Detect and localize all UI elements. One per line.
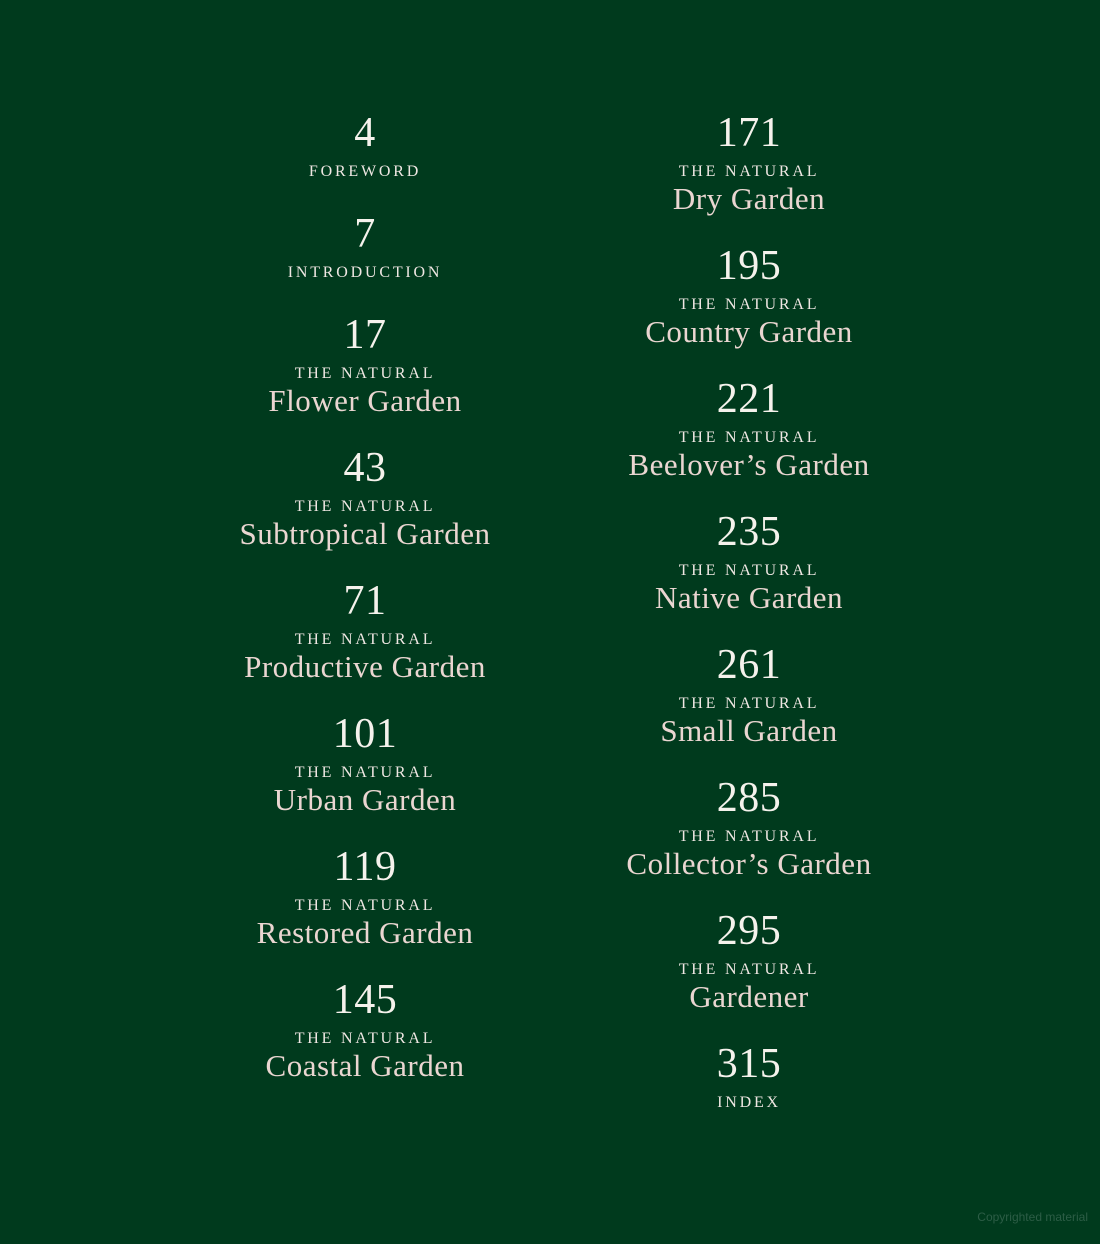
- section-label: INTRODUCTION: [287, 264, 443, 281]
- page-number: 7: [354, 211, 376, 257]
- toc-entry-urban-garden: [155, 712, 575, 845]
- section-label: THE NATURAL: [294, 764, 436, 781]
- section-label: THE NATURAL: [678, 828, 820, 845]
- section-label: THE NATURAL: [678, 562, 820, 579]
- toc-entry-introduction: [155, 212, 575, 313]
- toc-entry-gardener: [539, 909, 959, 1042]
- page-number: 4: [354, 110, 376, 156]
- toc-entry-productive-garden: [155, 579, 575, 712]
- section-title: Coastal Garden: [265, 1048, 465, 1083]
- page-number: 119: [333, 844, 397, 890]
- toc-entry-flower-garden: [155, 313, 575, 446]
- page-number: 17: [343, 312, 387, 358]
- section-label: THE NATURAL: [678, 695, 820, 712]
- page-number: 261: [716, 642, 782, 688]
- contents-right-column: [539, 111, 959, 1143]
- section-title: Country Garden: [645, 314, 853, 349]
- section-title: Productive Garden: [244, 649, 486, 684]
- page-number: 171: [716, 110, 782, 156]
- section-label: THE NATURAL: [294, 365, 436, 382]
- toc-entry-country-garden: [539, 244, 959, 377]
- page-number: 235: [716, 509, 782, 555]
- toc-entry-collectors-garden: [539, 776, 959, 909]
- toc-entry-index: [539, 1042, 959, 1143]
- section-title: Beelover’s Garden: [628, 447, 870, 482]
- section-label: INDEX: [717, 1094, 781, 1111]
- page-number: 295: [716, 908, 782, 954]
- page-number: 315: [716, 1041, 782, 1087]
- page-number: 285: [716, 775, 782, 821]
- toc-entry-native-garden: [539, 510, 959, 643]
- toc-entry-beelovers-garden: [539, 377, 959, 510]
- contents-left-column: [155, 111, 575, 1111]
- copyright-notice: Copyrighted material: [977, 1210, 1088, 1224]
- section-label: THE NATURAL: [678, 163, 820, 180]
- page-number: 195: [716, 243, 782, 289]
- section-title: Collector’s Garden: [626, 846, 872, 881]
- section-title: Subtropical Garden: [239, 516, 491, 551]
- section-title: Flower Garden: [268, 383, 462, 418]
- page-number: 71: [343, 578, 387, 624]
- section-title: Restored Garden: [256, 915, 474, 950]
- page-number: 221: [716, 376, 782, 422]
- toc-entry-restored-garden: [155, 845, 575, 978]
- toc-entry-foreword: [155, 111, 575, 212]
- section-label: THE NATURAL: [678, 961, 820, 978]
- section-title: Small Garden: [660, 713, 838, 748]
- toc-entry-subtropical-garden: [155, 446, 575, 579]
- section-label: THE NATURAL: [678, 296, 820, 313]
- toc-entry-small-garden: [539, 643, 959, 776]
- page-number: 101: [332, 711, 398, 757]
- section-label: FOREWORD: [308, 163, 422, 180]
- toc-entry-coastal-garden: [155, 978, 575, 1111]
- section-title: Urban Garden: [273, 782, 457, 817]
- section-title: Gardener: [689, 979, 809, 1014]
- section-label: THE NATURAL: [294, 631, 436, 648]
- toc-entry-dry-garden: [539, 111, 959, 244]
- section-label: THE NATURAL: [294, 1030, 436, 1047]
- section-label: THE NATURAL: [294, 897, 436, 914]
- page-number: 145: [332, 977, 398, 1023]
- section-title: Dry Garden: [672, 181, 826, 216]
- section-title: Native Garden: [654, 580, 844, 615]
- section-label: THE NATURAL: [678, 429, 820, 446]
- page-number: 43: [343, 445, 387, 491]
- section-label: THE NATURAL: [294, 498, 436, 515]
